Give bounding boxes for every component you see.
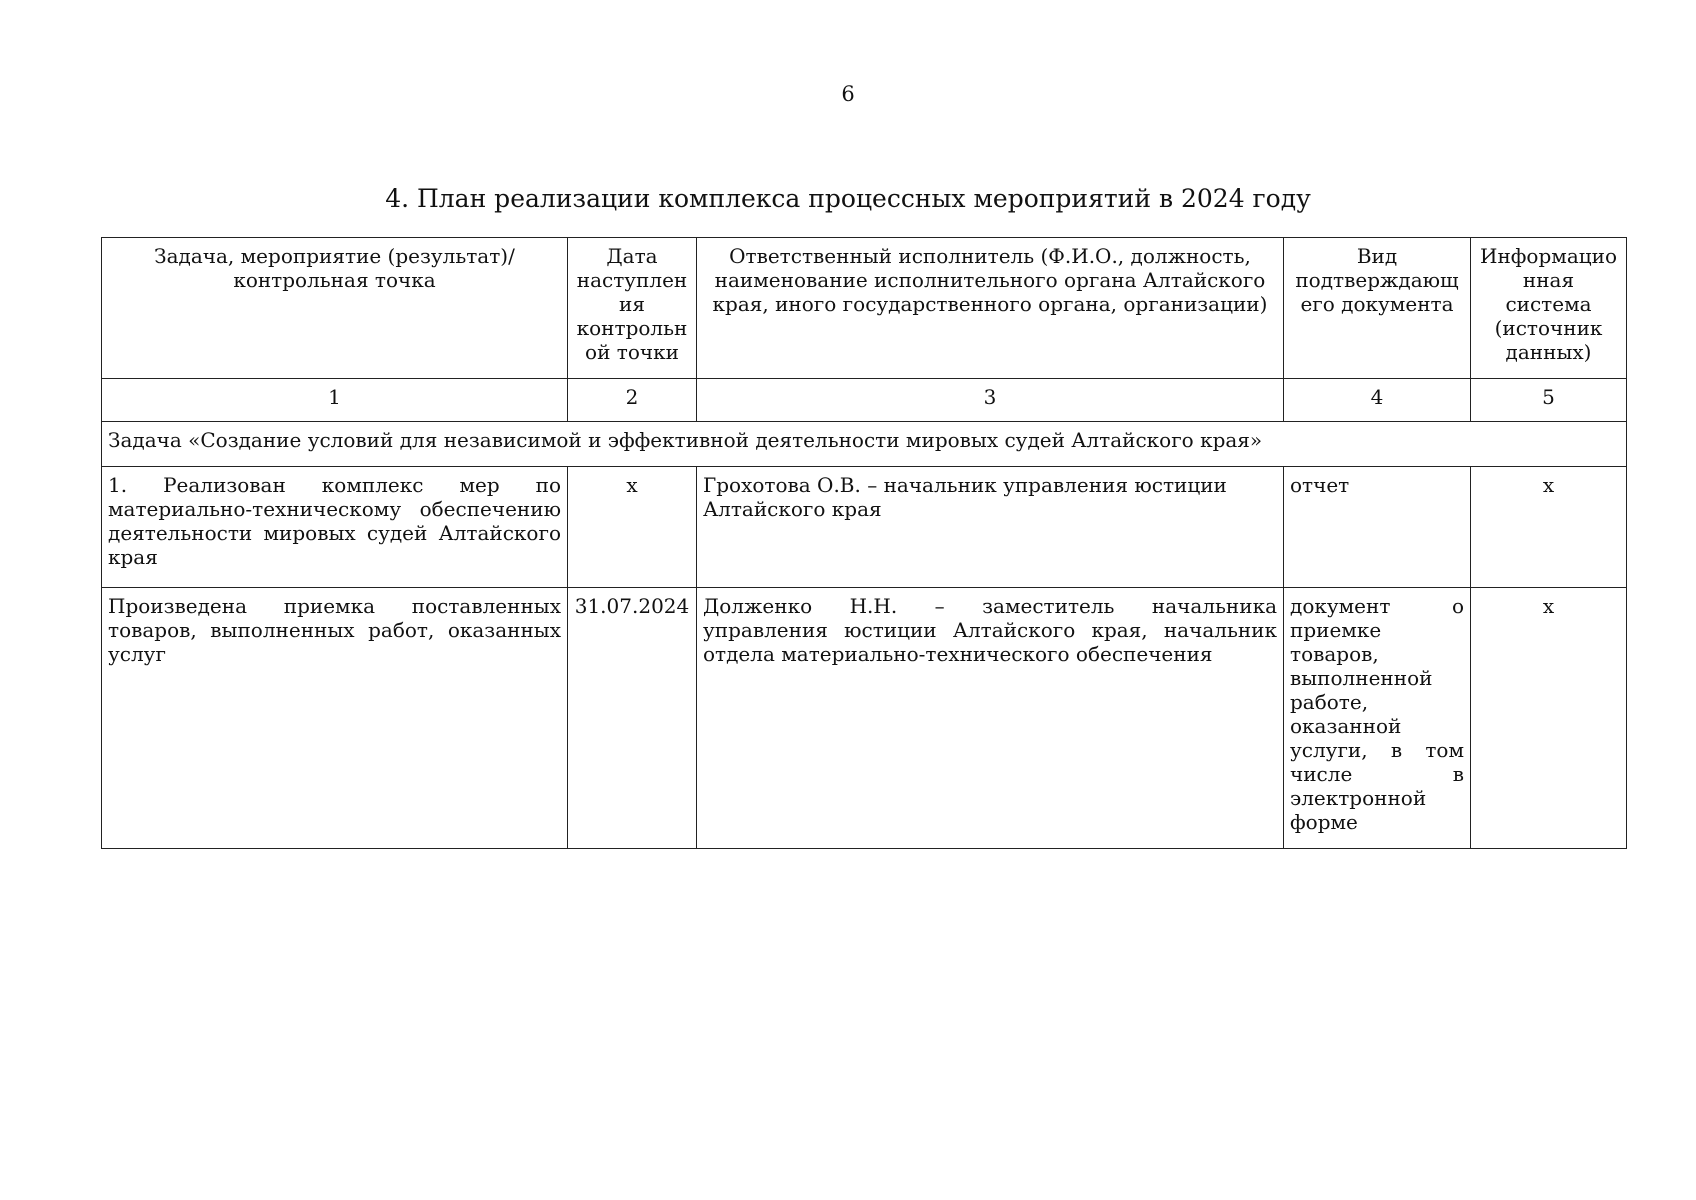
document-title: 4. План реализации комплекса процессных мероприятий в 2024 году xyxy=(385,184,1311,213)
plan-table xyxy=(101,237,1627,849)
document-cell: документ о приемке товаров, выполненной работе, оказанной услуги, в том числе в электронной форме xyxy=(1284,588,1471,849)
document-cell: отчет xyxy=(1284,467,1471,588)
system-cell: х xyxy=(1471,467,1627,588)
header-task: Задача, мероприятие (результат)/ контрольная точка xyxy=(102,238,568,379)
date-cell: 31.07.2024 xyxy=(568,588,697,849)
task-cell: Задача «Создание условий для независимой и эффективной деятельности мировых судей Алтайского края» xyxy=(102,422,1627,467)
column-number: 3 xyxy=(697,379,1284,422)
header-date: Дата наступления контрольной точки xyxy=(568,238,697,379)
system-cell: х xyxy=(1471,588,1627,849)
task-row xyxy=(102,422,1627,467)
event-cell: 1. Реализован комплекс мер по материально-техническому обеспечению деятельности мировых судей Алтайского края xyxy=(102,467,568,588)
page-number: 6 xyxy=(841,82,855,106)
header-responsible: Ответственный исполнитель (Ф.И.О., должность, наименование исполнительного органа Алтайского края, иного государственного органа, организации) xyxy=(697,238,1284,379)
header-system: Информационная система (источник данных) xyxy=(1471,238,1627,379)
column-number: 4 xyxy=(1284,379,1471,422)
responsible-cell: Долженко Н.Н. – заместитель начальника управления юстиции Алтайского края, начальник отдела материально-технического обеспечения xyxy=(697,588,1284,849)
column-number: 2 xyxy=(568,379,697,422)
table-row xyxy=(102,467,1627,588)
table-header-row xyxy=(102,238,1627,379)
table-row xyxy=(102,588,1627,849)
column-number-row xyxy=(102,379,1627,422)
responsible-cell: Грохотова О.В. – начальник управления юстиции Алтайского края xyxy=(697,467,1284,588)
header-document: Вид подтверждающего документа xyxy=(1284,238,1471,379)
column-number: 1 xyxy=(102,379,568,422)
date-cell: х xyxy=(568,467,697,588)
column-number: 5 xyxy=(1471,379,1627,422)
event-cell: Произведена приемка поставленных товаров, выполненных работ, оказанных услуг xyxy=(102,588,568,849)
